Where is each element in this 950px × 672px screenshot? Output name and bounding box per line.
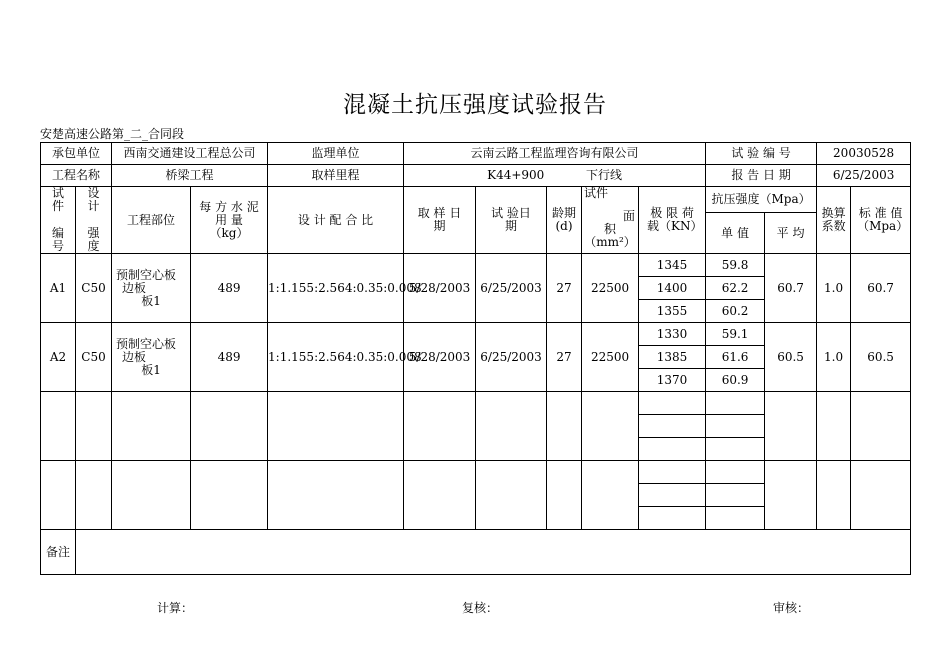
row-sample-date: 5/28/2003 (404, 254, 476, 323)
empty-cell (547, 461, 582, 530)
project-value: 桥梁工程 (112, 165, 268, 187)
column-header-row-1 (41, 187, 911, 213)
row-sample-date: 5/28/2003 (404, 323, 476, 392)
empty-cell (639, 461, 706, 484)
empty-cell (191, 461, 268, 530)
row-single: 60.9 (706, 369, 765, 392)
empty-cell (706, 507, 765, 530)
row-std: 60.7 (851, 254, 911, 323)
empty-cell (765, 461, 817, 530)
row-load: 1330 (639, 323, 706, 346)
empty-cell (268, 461, 404, 530)
supervisor-value: 云南云路工程监理咨询有限公司 (404, 143, 706, 165)
mileage-line: 下行线 (585, 168, 622, 182)
row-load: 1400 (639, 277, 706, 300)
row-grade: C50 (76, 323, 112, 392)
empty-cell (817, 392, 851, 461)
col-age: 龄期 (d) (547, 187, 582, 254)
empty-cell (706, 415, 765, 438)
col-cement: 每 方 水 泥 用 量（kg） (191, 187, 268, 254)
col-factor: 换算系数 (817, 187, 851, 254)
empty-cell (639, 438, 706, 461)
row-factor: 1.0 (817, 254, 851, 323)
empty-cell (268, 392, 404, 461)
remark-row (41, 530, 911, 575)
row-id: A2 (41, 323, 76, 392)
row-load: 1385 (639, 346, 706, 369)
col-mix: 设 计 配 合 比 (268, 187, 404, 254)
footer-review: 复核： (462, 601, 499, 615)
empty-cell (765, 392, 817, 461)
row-part: 预制空心板 边板 板1 (112, 323, 191, 392)
empty-cell (639, 484, 706, 507)
col-part: 工程部位 (112, 187, 191, 254)
empty-cell (639, 392, 706, 415)
empty-cell (547, 392, 582, 461)
empty-cell (817, 461, 851, 530)
row-mix: 1:1.155:2.564:0.35:0.008 (268, 323, 404, 392)
contract-section: 安楚高速公路第_二_合同段 (40, 127, 185, 141)
col-sample-date: 取 样 日 期 (404, 187, 476, 254)
test-no-label: 试 验 编 号 (706, 143, 817, 165)
contractor-value: 西南交通建设工程总公司 (112, 143, 268, 165)
empty-row (41, 461, 911, 484)
col-single: 单 值 (706, 213, 765, 254)
mileage-label: 取样里程 (268, 165, 404, 187)
col-area: 试件 面 积 （mm²） (582, 187, 639, 254)
row-cement: 489 (191, 254, 268, 323)
empty-cell (706, 392, 765, 415)
row-single: 61.6 (706, 346, 765, 369)
empty-cell (706, 438, 765, 461)
empty-cell (851, 392, 911, 461)
mileage-value: K44+900 (487, 168, 545, 182)
row-single: 60.2 (706, 300, 765, 323)
col-design-strength: 设计 强度 (76, 187, 112, 254)
col-avg: 平 均 (765, 213, 817, 254)
row-load: 1370 (639, 369, 706, 392)
row-id: A1 (41, 254, 76, 323)
empty-cell (191, 392, 268, 461)
header-row-2 (41, 165, 911, 187)
empty-cell (851, 461, 911, 530)
empty-cell (76, 461, 112, 530)
test-no-value: 20030528 (817, 143, 911, 165)
empty-cell (639, 507, 706, 530)
col-strength: 抗压强度（Mpa） (706, 187, 817, 213)
row-factor: 1.0 (817, 323, 851, 392)
row-single: 59.1 (706, 323, 765, 346)
empty-cell (41, 461, 76, 530)
report-date-value: 6/25/2003 (817, 165, 911, 187)
empty-cell (582, 461, 639, 530)
empty-cell (582, 392, 639, 461)
table-row (41, 254, 911, 277)
col-std: 标 准 值（Mpa） (851, 187, 911, 254)
row-load: 1355 (639, 300, 706, 323)
row-load: 1345 (639, 254, 706, 277)
empty-cell (112, 461, 191, 530)
report-title: 混凝土抗压强度试验报告 (343, 92, 607, 118)
row-single: 59.8 (706, 254, 765, 277)
row-single: 62.2 (706, 277, 765, 300)
col-test-date: 试 验日期 (476, 187, 547, 254)
report-date-label: 报 告 日 期 (706, 165, 817, 187)
row-avg: 60.5 (765, 323, 817, 392)
row-area: 22500 (582, 254, 639, 323)
contractor-label: 承包单位 (41, 143, 112, 165)
empty-cell (706, 484, 765, 507)
empty-row (41, 392, 911, 415)
row-age: 27 (547, 254, 582, 323)
empty-cell (76, 392, 112, 461)
row-area: 22500 (582, 323, 639, 392)
empty-cell (639, 415, 706, 438)
empty-cell (112, 392, 191, 461)
row-test-date: 6/25/2003 (476, 323, 547, 392)
empty-cell (706, 461, 765, 484)
footer-calc: 计算： (157, 601, 194, 615)
row-age: 27 (547, 323, 582, 392)
report-table (40, 142, 911, 575)
empty-cell (404, 461, 476, 530)
empty-cell (41, 392, 76, 461)
row-std: 60.5 (851, 323, 911, 392)
remark-value (76, 530, 911, 575)
header-row-1 (41, 143, 911, 165)
project-label: 工程名称 (41, 165, 112, 187)
table-row (41, 323, 911, 346)
empty-cell (404, 392, 476, 461)
row-mix: 1:1.155:2.564:0.35:0.008 (268, 254, 404, 323)
supervisor-label: 监理单位 (268, 143, 404, 165)
row-avg: 60.7 (765, 254, 817, 323)
empty-cell (476, 392, 547, 461)
empty-cell (476, 461, 547, 530)
col-specimen-no: 试件 编号 (41, 187, 76, 254)
remark-label: 备注 (41, 530, 76, 575)
row-grade: C50 (76, 254, 112, 323)
col-load: 极 限 荷 载（KN） (639, 187, 706, 254)
mileage-value-cell (404, 165, 706, 187)
row-part: 预制空心板 边板 板1 (112, 254, 191, 323)
footer-audit: 审核： (773, 601, 810, 615)
row-test-date: 6/25/2003 (476, 254, 547, 323)
row-cement: 489 (191, 323, 268, 392)
